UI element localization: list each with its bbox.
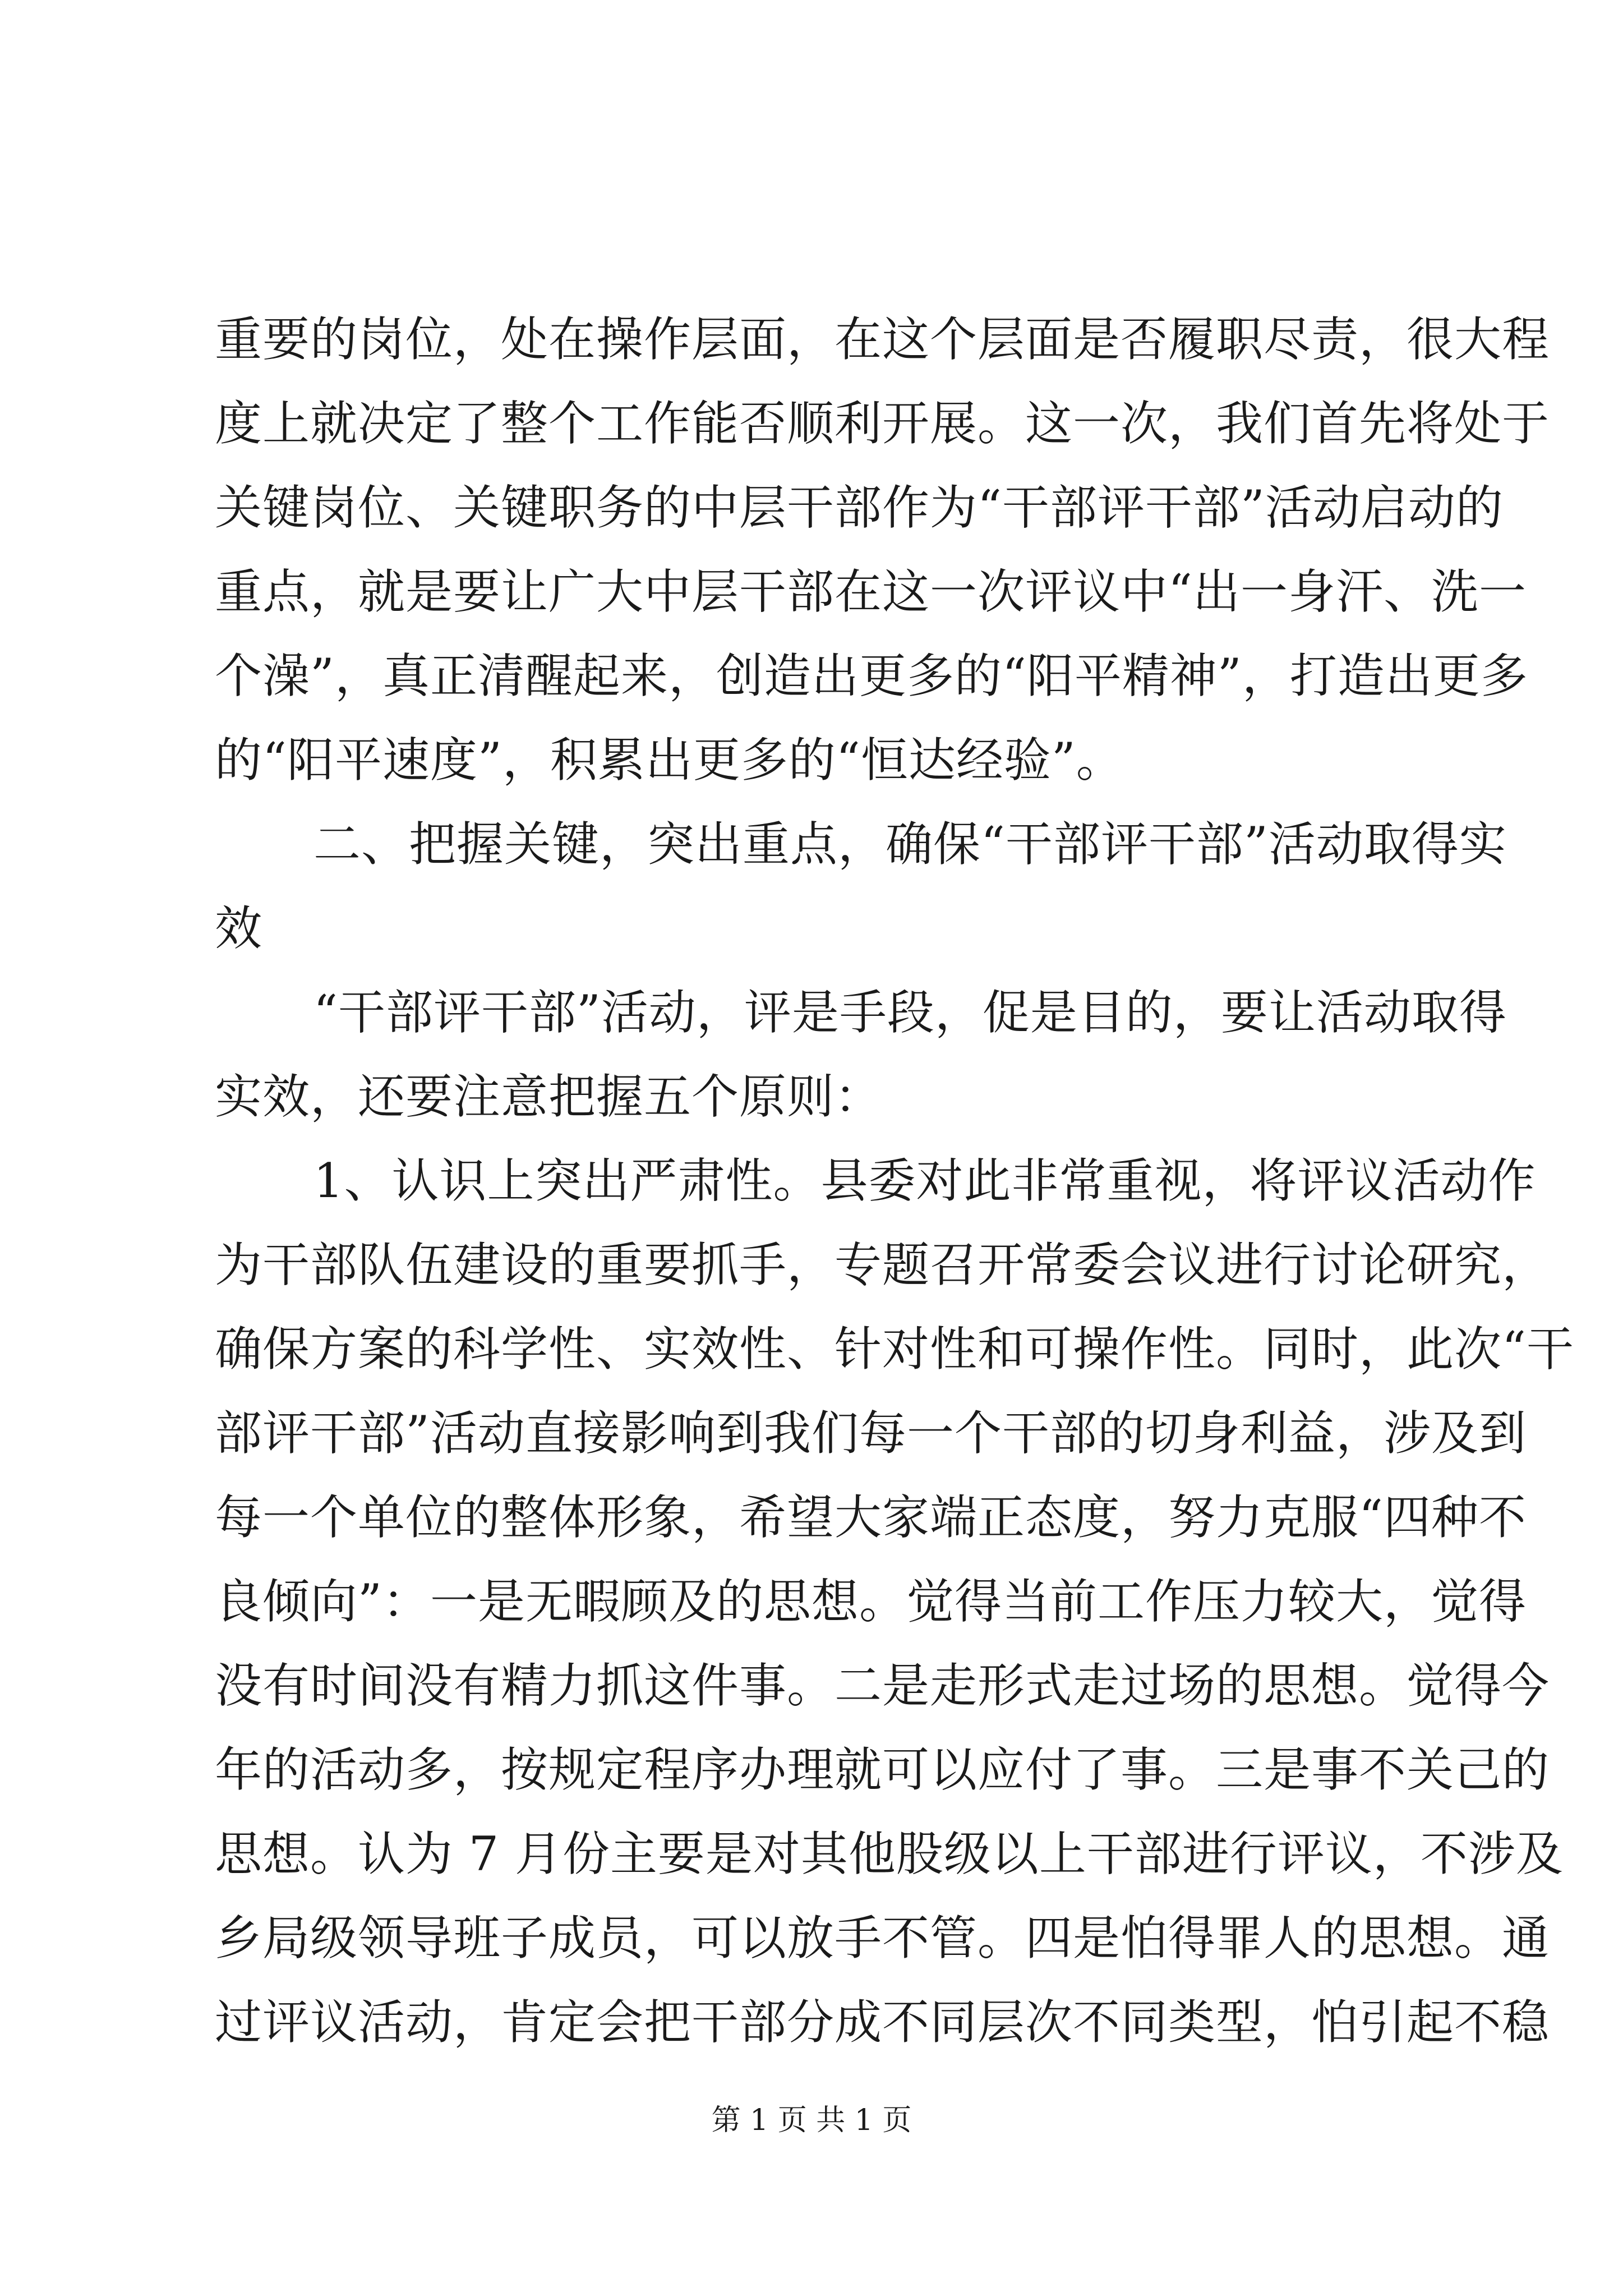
text-line: 部评干部”活动直接影响到我们每一个干部的切身利益，涉及到 <box>215 1406 1527 1461</box>
text-line: 良倾向”：一是无暇顾及的思想。觉得当前工作压力较大，觉得 <box>215 1574 1527 1629</box>
text-line: “干部评干部”活动，评是手段，促是目的，要让活动取得 <box>313 985 1507 1040</box>
page-number-footer: 第 1 页 共 1 页 <box>711 2104 912 2137</box>
section-heading-line: 二、把握关键，突出重点，确保“干部评干部”活动取得实 <box>313 817 1507 872</box>
text-line: 重要的岗位，处在操作层面，在这个层面是否履职尽责，很大程 <box>215 312 1550 367</box>
text-line: 个澡”，真正清醒起来，创造出更多的“阳平精神”，打造出更多 <box>215 648 1528 703</box>
text-line: 年的活动多，按规定程序办理就可以应付了事。三是事不关己的 <box>215 1742 1550 1797</box>
text-line: 思想。认为 7 月份主要是对其他股级以上干部进行评议，不涉及 <box>215 1826 1564 1881</box>
text-line: 没有时间没有精力抓这件事。二是走形式走过场的思想。觉得今 <box>215 1658 1550 1713</box>
text-line: 1、认识上突出严肃性。县委对此非常重视，将评议活动作 <box>313 1153 1536 1208</box>
document-body <box>215 297 1574 2064</box>
text-line: 为干部队伍建设的重要抓手，专题召开常委会议进行讨论研究， <box>215 1237 1550 1292</box>
section-heading-line: 效 <box>215 901 263 956</box>
text-line: 的“阳平速度”，积累出更多的“恒达经验”。 <box>215 733 1124 788</box>
text-line: 关键岗位、关键职务的中层干部作为“干部评干部”活动启动的 <box>215 480 1504 535</box>
text-line: 过评议活动，肯定会把干部分成不同层次不同类型，怕引起不稳 <box>215 1995 1550 2050</box>
text-line: 确保方案的科学性、实效性、针对性和可操作性。同时，此次“干 <box>215 1322 1574 1377</box>
text-line: 重点，就是要让广大中层干部在这一次评议中“出一身汗、洗一 <box>215 564 1527 619</box>
text-line: 实效，还要注意把握五个原则： <box>215 1069 883 1124</box>
text-line: 每一个单位的整体形象，希望大家端正态度，努力克服“四种不 <box>215 1490 1527 1545</box>
text-line: 乡局级领导班子成员，可以放手不管。四是怕得罪人的思想。通 <box>215 1911 1550 1966</box>
text-line: 度上就决定了整个工作能否顺利开展。这一次，我们首先将处于 <box>215 396 1550 451</box>
